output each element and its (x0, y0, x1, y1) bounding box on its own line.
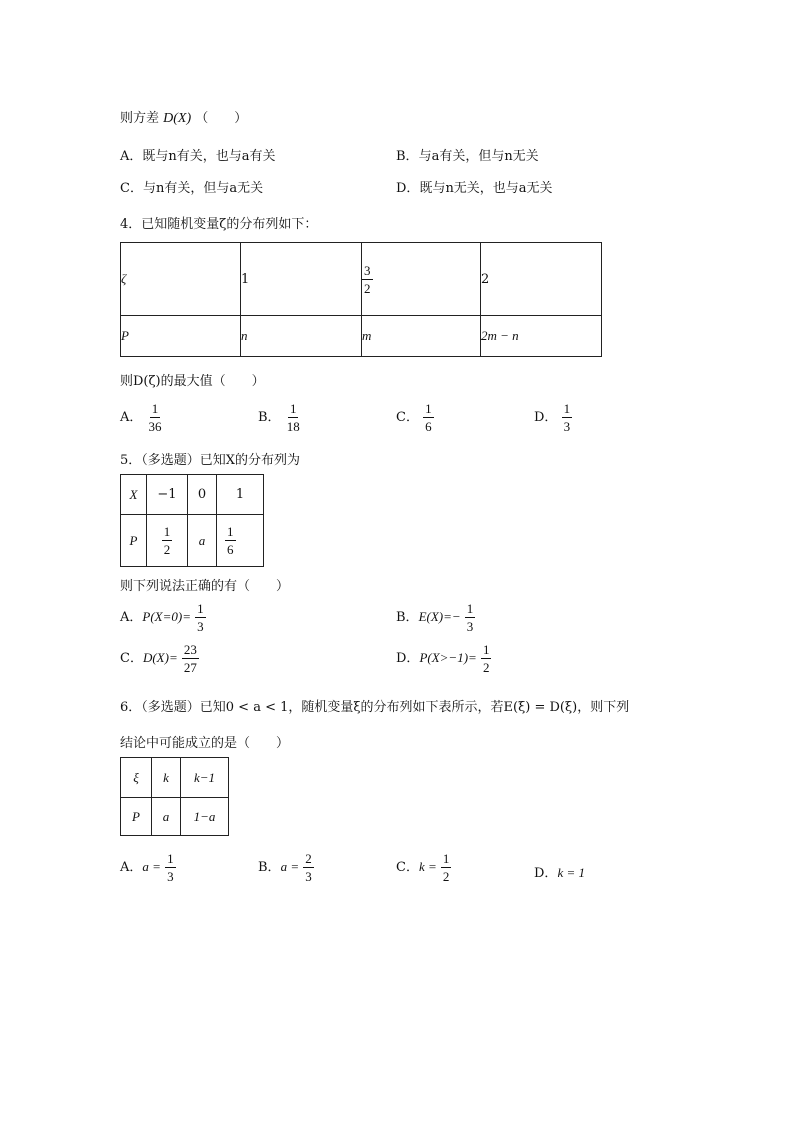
option-letter: C． (120, 181, 143, 196)
option-text: 与a有关，但与n无关 (418, 149, 539, 164)
option-letter: A． (120, 410, 143, 425)
table-cell: P (121, 798, 152, 836)
fraction (165, 852, 176, 883)
q5-stem: 5．（多选题）已知X的分布列为 (120, 453, 301, 468)
fraction-denominator: 3 (466, 619, 474, 634)
fraction (481, 643, 492, 674)
table-cell: 1−a (181, 798, 229, 836)
q3-option-c (120, 177, 263, 196)
q4-question: 则D(ζ)的最大值（ ） (120, 374, 265, 389)
fraction-denominator: 2 (442, 869, 450, 884)
option-letter: D． (534, 410, 558, 425)
q3-option-d (396, 177, 553, 196)
fraction (362, 264, 373, 295)
q4-option-b (258, 402, 302, 433)
fraction (195, 602, 206, 633)
table-row (121, 243, 602, 316)
q5-option-b (396, 602, 475, 633)
table-cell: m (362, 316, 481, 357)
q6-stem: 6．（多选题）已知0 < a < 1，随机变量ξ的分布列如下表所示，若E(ξ) = D(ξ)，则下列 (120, 700, 630, 715)
option-letter: B． (396, 610, 419, 625)
option-letter: C． (396, 860, 419, 875)
fraction-numerator: 23 (183, 642, 197, 657)
q3-lead: 则方差 (120, 111, 160, 126)
fraction (147, 402, 164, 433)
q6-option-c (396, 852, 451, 883)
table-cell: k−1 (181, 758, 229, 798)
table-cell: ξ (121, 758, 152, 798)
q6-stem-continued: 结论中可能成立的是（ ） (120, 736, 290, 751)
q6-option-b (258, 852, 314, 883)
fraction (225, 525, 236, 556)
q3-question-line (120, 107, 247, 127)
q5-option-d (396, 643, 491, 674)
option-text: 与n有关，但与a无关 (142, 181, 264, 196)
option-expr: E(X)=− (418, 609, 461, 624)
q4-stem: 4．已知随机变量ζ的分布列如下： (120, 217, 318, 232)
table-cell: 0 (188, 475, 217, 515)
fraction-numerator: 1 (227, 524, 234, 539)
fraction-denominator: 6 (227, 542, 234, 557)
table-cell: 1 (241, 243, 362, 316)
option-letter: A． (120, 149, 143, 164)
option-letter: A． (120, 610, 143, 625)
q3-option-b (396, 145, 539, 164)
table-cell (147, 515, 188, 567)
option-letter: C． (396, 410, 419, 425)
table-row (121, 515, 264, 567)
q4-option-c (396, 402, 434, 433)
q5-option-a (120, 602, 206, 633)
fraction (465, 602, 476, 633)
option-letter: B． (396, 149, 419, 164)
q6-option-d (534, 862, 585, 881)
table-cell: 1 (217, 475, 264, 515)
q5-question: 则下列说法正确的有（ ） (120, 579, 290, 594)
fraction (423, 402, 434, 433)
q3-answer-paren: （ ） (195, 111, 248, 126)
fraction-denominator: 27 (183, 660, 197, 675)
fraction-denominator: 2 (482, 660, 490, 675)
option-expr: D(X)= (142, 650, 178, 665)
q3-option-a (120, 145, 276, 164)
option-letter: C． (120, 651, 143, 666)
table-cell: X (121, 475, 147, 515)
table-cell: k (152, 758, 181, 798)
fraction-numerator: 2 (305, 851, 312, 866)
table-row (121, 798, 229, 836)
q5-option-c (120, 643, 199, 674)
fraction (162, 525, 173, 556)
fraction-numerator: 1 (197, 601, 204, 616)
q4-option-d (534, 402, 572, 433)
option-text: 既与n有关，也与a有关 (142, 149, 276, 164)
option-text: 既与n无关，也与a无关 (419, 181, 553, 196)
option-expr: P(X>−1)= (419, 650, 477, 665)
fraction (441, 852, 452, 883)
option-letter: B． (258, 410, 281, 425)
fraction (303, 852, 314, 883)
table-cell: −1 (147, 475, 188, 515)
fraction-numerator: 1 (151, 401, 159, 416)
option-expr: a = (280, 859, 300, 874)
table-cell (217, 515, 264, 567)
fraction-denominator: 2 (163, 542, 171, 557)
fraction-numerator: 1 (167, 851, 174, 866)
fraction (182, 643, 199, 674)
option-expr: k = 1 (557, 865, 585, 880)
q3-variance-expr: D(X) (163, 111, 192, 126)
fraction-numerator: 1 (466, 601, 474, 616)
table-cell: a (188, 515, 217, 567)
fraction-numerator: 1 (289, 401, 297, 416)
option-expr: a = (142, 859, 161, 874)
fraction-denominator: 3 (563, 419, 571, 434)
fraction-denominator: 2 (364, 280, 371, 296)
fraction (562, 402, 573, 433)
fraction-numerator: 1 (442, 851, 450, 866)
fraction-denominator: 3 (167, 869, 174, 884)
fraction-denominator: 3 (305, 869, 312, 884)
q4-distribution-table (120, 242, 602, 357)
table-cell (362, 243, 481, 316)
fraction-numerator: 1 (563, 401, 571, 416)
table-cell: a (152, 798, 181, 836)
option-letter: A． (120, 860, 143, 875)
fraction-numerator: 3 (364, 262, 371, 278)
table-cell: P (121, 515, 147, 567)
option-letter: D． (396, 181, 420, 196)
fraction-denominator: 6 (425, 419, 432, 434)
fraction-denominator: 18 (286, 419, 300, 434)
option-expr: P(X=0)= (142, 609, 191, 624)
fraction-denominator: 3 (197, 619, 204, 634)
q5-distribution-table (120, 474, 264, 567)
option-letter: D． (396, 651, 420, 666)
fraction-denominator: 36 (148, 419, 162, 434)
fraction (285, 402, 302, 433)
option-letter: B． (258, 860, 281, 875)
table-row (121, 316, 602, 357)
q6-distribution-table (120, 757, 229, 836)
option-letter: D． (534, 866, 558, 881)
q6-option-a (120, 852, 176, 883)
fraction-numerator: 1 (425, 401, 432, 416)
fraction-numerator: 1 (163, 524, 171, 539)
table-cell: 2m − n (481, 316, 602, 357)
fraction-numerator: 1 (482, 642, 490, 657)
table-cell: ζ (121, 243, 241, 316)
table-cell: P (121, 316, 241, 357)
table-cell: n (241, 316, 362, 357)
table-row (121, 758, 229, 798)
q4-option-a (120, 402, 164, 433)
option-expr: k = (418, 859, 437, 874)
table-row (121, 475, 264, 515)
table-cell: 2 (481, 243, 602, 316)
